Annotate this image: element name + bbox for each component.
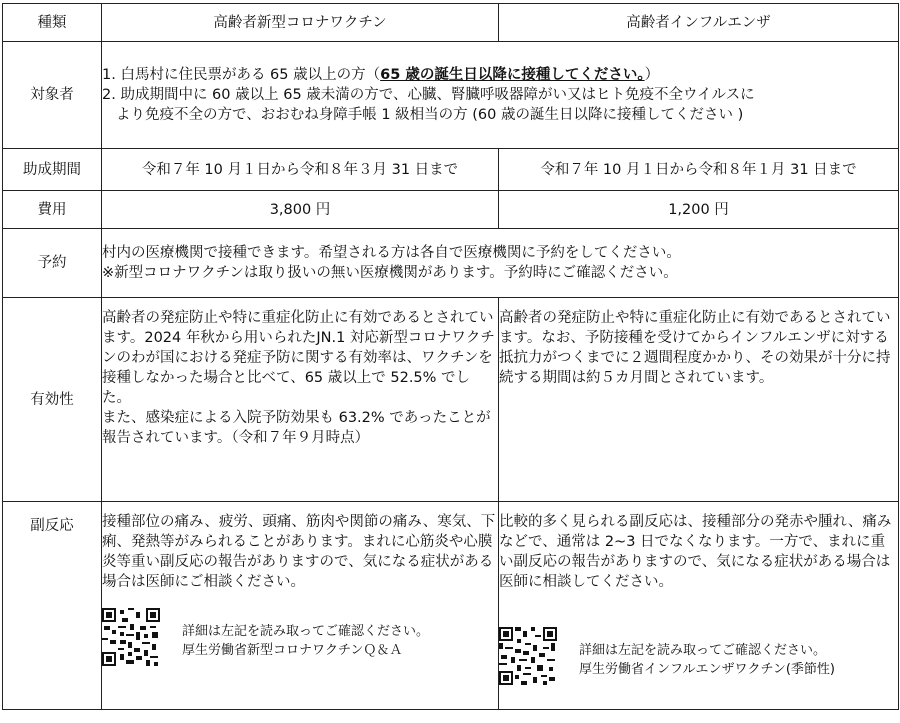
side-effects-flu <box>499 502 899 710</box>
reservation-content <box>102 229 899 298</box>
side-effects-flu-text: 比較的多く見られる副反応は、接種部分の発赤や腫れ、痛みなどで、通常は 2~3 日でなくなります。一方で、まれに重い副反応の報告がありますので、気になる症状がある場合は医師に相談してください。 <box>499 514 892 590</box>
covid-qr-line-1: 詳細は左記を読み取ってご確認ください。 <box>182 624 430 639</box>
target-row <box>3 42 899 149</box>
reservation-row <box>3 229 899 298</box>
side-effects-covid-text: 接種部位の痛み、疲労、頭痛、筋肉や関節の痛み、寒気、下痢、発熱等がみられることがあります。まれに心筋炎や心膜炎等重い副反応の報告がありますので、気になる症状がある場合は医師にご相談ください。 <box>102 514 496 590</box>
period-label: 助成期間 <box>3 149 102 191</box>
period-covid: 令和７年 10 月１日から令和８年３月 31 日まで <box>102 149 499 191</box>
covid-qr-line-2: 厚生労働省新型コロナワクチンＱ＆Ａ <box>182 643 403 658</box>
target-line-1-prefix: 1. 白馬村に住民票がある 65 歳以上の方（ <box>102 67 381 83</box>
side-effects-row <box>3 502 899 710</box>
target-content <box>102 42 899 149</box>
covid-qr-caption <box>182 622 429 666</box>
cost-row <box>3 191 899 229</box>
flu-qr-block <box>499 627 898 685</box>
side-effects-covid <box>102 502 499 710</box>
covid-qr-code[interactable] <box>102 608 160 666</box>
reservation-line-1: 村内の医療機関で接種できます。希望される方は各自で医療機関に予約をしてください。 <box>102 245 681 261</box>
target-line-2a: 2. 助成期間中に 60 歳以上 65 歳未満の方で、心臓、腎臓呼吸器障がい又はヒト免疫不全ウイルスに <box>102 87 755 103</box>
reservation-line-2: ※新型コロナワクチンは取り扱いの無い医療機関があります。予約時にご確認ください。 <box>102 265 678 281</box>
target-line-1-suffix: ） <box>644 67 660 83</box>
target-line-2b: より免疫不全の方で、おおむね身障手帳 1 級相当の方 (60 歳の誕生日以降に接種してください ) <box>116 107 744 123</box>
side-effects-label: 副反応 <box>3 502 102 710</box>
target-label: 対象者 <box>3 42 102 149</box>
header-category: 種類 <box>3 4 102 42</box>
header-flu: 高齢者インフルエンザ <box>499 4 899 42</box>
reservation-label: 予約 <box>3 229 102 298</box>
flu-qr-code[interactable] <box>499 627 557 685</box>
header-row <box>3 4 899 42</box>
header-covid: 高齢者新型コロナワクチン <box>102 4 499 42</box>
period-flu: 令和７年 10 月１日から令和８年１月 31 日まで <box>499 149 899 191</box>
cost-label: 費用 <box>3 191 102 229</box>
vaccine-table <box>2 3 899 710</box>
efficacy-covid-p1: 高齢者の発症防止や特に重症化防止に有効であるとされています。2024 年秋から用いられたJN.1 対応新型コロナワクチンのわが国における発症予防に関する有効率は、ワクチンを接種しなかった場合と比べて、65 歳以上で 52.5% でした。 <box>102 310 495 406</box>
efficacy-flu: 高齢者の発症防止や特に重症化防止に有効であるとされています。なお、予防接種を受けてからインフルエンザに対する抵抗力がつくまでに２週間程度かかり、その効果が十分に持続する期間は約５カ月間とされています。 <box>499 298 899 502</box>
flu-qr-line-1: 詳細は左記を読み取ってご確認ください。 <box>579 643 827 658</box>
efficacy-covid-p2: また、感染症による入院予防効果も 63.2% であったことが報告されています。（令和７年９月時点） <box>102 410 491 446</box>
target-line-1 <box>102 65 898 85</box>
cost-flu: 1,200 円 <box>499 191 899 229</box>
efficacy-row <box>3 298 899 502</box>
target-line-1-emphasis: 65 歳の誕生日以降に接種してください。 <box>380 67 645 83</box>
efficacy-covid <box>102 298 499 502</box>
flu-qr-caption <box>579 641 835 685</box>
covid-qr-block <box>102 608 498 666</box>
flu-qr-line-2: 厚生労働省インフルエンザワクチン(季節性) <box>579 662 835 677</box>
cost-covid: 3,800 円 <box>102 191 499 229</box>
period-row <box>3 149 899 191</box>
efficacy-label: 有効性 <box>3 298 102 502</box>
